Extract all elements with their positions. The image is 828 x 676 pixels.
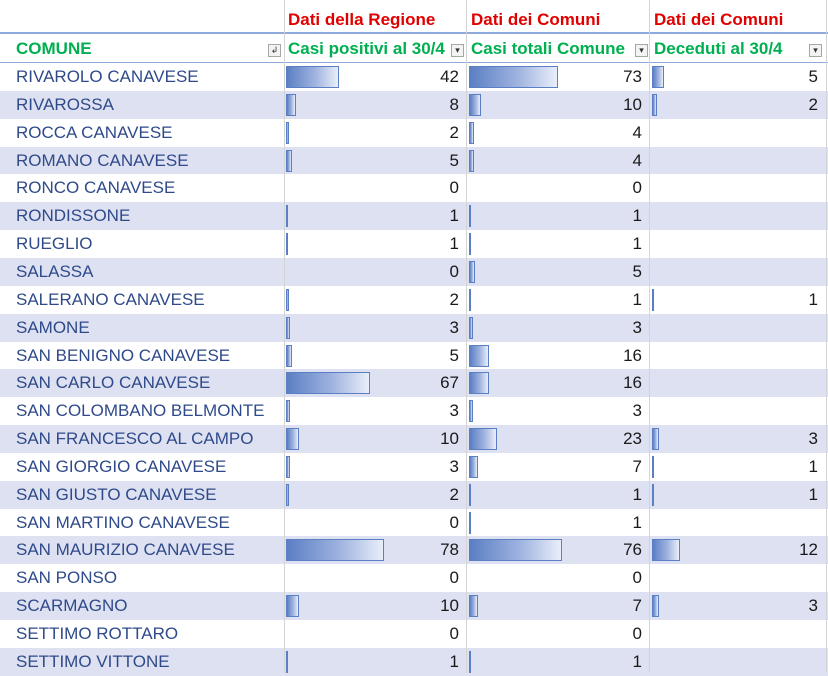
cell-totali[interactable]: 3 [632, 401, 642, 421]
cell-deceduti[interactable]: 5 [808, 67, 818, 86]
cell-comune[interactable]: SCARMAGNO [16, 596, 128, 616]
cell-comune[interactable]: SAN PONSO [16, 568, 118, 588]
cell-totali[interactable]: 0 [632, 624, 642, 643]
cell-deceduti[interactable] [650, 314, 826, 342]
table-row [0, 564, 828, 592]
cell-positivi[interactable]: 0 [449, 624, 459, 643]
cell-comune[interactable]: SAN COLOMBANO BELMONTE [16, 401, 265, 421]
header-top-comuni-2: Dati dei Comuni [654, 10, 784, 29]
table-row [0, 509, 828, 537]
column-header-deceduti[interactable]: Deceduti al 30/4 [654, 39, 783, 58]
cell-comune[interactable]: SAN MARTINO CANAVESE [16, 512, 230, 532]
cell-deceduti[interactable] [650, 648, 826, 676]
filter-dropdown-icon[interactable]: ▾ [451, 44, 464, 57]
cell-deceduti[interactable] [650, 258, 826, 286]
table-row [0, 425, 828, 453]
cell-totali[interactable]: 16 [623, 345, 642, 365]
cell-comune[interactable]: SALERANO CANAVESE [16, 289, 205, 309]
cell-totali[interactable]: 1 [632, 484, 642, 504]
table-row [0, 397, 828, 425]
cell-comune[interactable]: SAN MAURIZIO CANAVESE [16, 540, 235, 560]
cell-deceduti[interactable] [650, 342, 826, 370]
cell-deceduti[interactable] [650, 230, 826, 258]
cell-totali[interactable]: 1 [632, 651, 642, 671]
cell-totali[interactable]: 0 [632, 568, 642, 588]
table-row [0, 174, 828, 202]
cell-comune[interactable]: ROMANO CANAVESE [16, 150, 189, 170]
cell-comune[interactable]: SAMONE [16, 317, 90, 337]
table-row [0, 91, 828, 119]
table-row [0, 648, 828, 676]
cell-totali[interactable]: 5 [632, 261, 642, 281]
cell-positivi[interactable]: 78 [440, 540, 459, 560]
cell-totali[interactable]: 1 [632, 512, 642, 532]
cell-totali[interactable]: 7 [632, 456, 642, 476]
cell-deceduti[interactable]: 3 [808, 429, 818, 449]
table-row [0, 202, 828, 230]
cell-comune[interactable]: RUEGLIO [16, 234, 93, 254]
cell-positivi[interactable]: 1 [449, 206, 459, 226]
cell-deceduti[interactable] [650, 564, 826, 592]
column-header-comune[interactable]: COMUNE [16, 39, 92, 58]
table-row [0, 314, 828, 342]
column-header-casi-totali[interactable]: Casi totali Comune [471, 39, 625, 58]
cell-totali[interactable]: 10 [623, 94, 642, 114]
table-row [0, 119, 828, 147]
cell-positivi[interactable]: 5 [449, 345, 459, 365]
cell-deceduti[interactable] [650, 119, 826, 147]
cell-positivi[interactable]: 3 [449, 456, 459, 476]
cell-totali[interactable]: 0 [632, 178, 642, 198]
cell-deceduti[interactable] [650, 147, 826, 175]
cell-positivi[interactable]: 0 [449, 568, 459, 588]
cell-totali[interactable]: 4 [632, 150, 642, 170]
cell-deceduti[interactable] [650, 174, 826, 202]
cell-totali[interactable]: 16 [623, 373, 642, 393]
cell-comune[interactable]: SAN GIORGIO CANAVESE [16, 456, 227, 476]
cell-positivi[interactable]: 1 [449, 234, 459, 254]
header-top-regione: Dati della Regione [288, 10, 436, 29]
table-row [0, 286, 828, 314]
cell-deceduti[interactable]: 3 [808, 596, 818, 616]
cell-comune[interactable]: SAN CARLO CANAVESE [16, 373, 211, 393]
cell-comune[interactable]: SALASSA [16, 261, 94, 281]
table-row [0, 147, 828, 175]
cell-positivi[interactable]: 10 [440, 429, 459, 449]
cell-deceduti[interactable]: 1 [808, 456, 818, 476]
cell-deceduti[interactable] [650, 202, 826, 230]
cell-positivi[interactable]: 2 [449, 122, 459, 142]
cell-comune[interactable]: RONCO CANAVESE [16, 178, 176, 198]
filter-dropdown-icon[interactable]: ▾ [635, 44, 648, 57]
cell-positivi[interactable]: 5 [449, 150, 459, 170]
table-row [0, 369, 828, 397]
table-row [0, 592, 828, 620]
gridline [649, 0, 650, 673]
cell-positivi[interactable]: 3 [449, 401, 459, 421]
cell-deceduti[interactable] [650, 509, 826, 537]
filter-dropdown-icon[interactable]: ▾ [809, 44, 822, 57]
cell-comune[interactable]: SAN FRANCESCO AL CAMPO [16, 429, 254, 449]
cell-positivi[interactable]: 0 [449, 261, 459, 281]
cell-comune[interactable]: ROCCA CANAVESE [16, 122, 173, 142]
cell-comune[interactable]: SAN BENIGNO CANAVESE [16, 345, 231, 365]
header-top-comuni-1: Dati dei Comuni [471, 10, 601, 29]
cell-positivi[interactable]: 0 [449, 178, 459, 198]
cell-comune[interactable]: SETTIMO VITTONE [16, 651, 170, 671]
cell-totali[interactable]: 1 [632, 234, 642, 254]
cell-totali[interactable]: 76 [623, 540, 642, 560]
cell-positivi[interactable]: 8 [449, 94, 459, 114]
cell-positivi[interactable]: 2 [449, 484, 459, 504]
table-row [0, 230, 828, 258]
cell-totali[interactable]: 4 [632, 122, 642, 142]
cell-comune[interactable]: RIVAROSSA [16, 94, 114, 114]
cell-comune[interactable]: SETTIMO ROTTARO [16, 624, 179, 643]
cell-deceduti[interactable]: 12 [799, 540, 818, 560]
table-row [0, 536, 828, 564]
cell-positivi[interactable]: 3 [449, 317, 459, 337]
cell-comune[interactable]: SAN GIUSTO CANAVESE [16, 484, 217, 504]
cell-positivi[interactable]: 67 [440, 373, 459, 393]
cell-positivi[interactable]: 10 [440, 596, 459, 616]
cell-totali[interactable]: 7 [632, 596, 642, 616]
table-row [0, 63, 828, 91]
cell-positivi[interactable]: 2 [449, 289, 459, 309]
cell-positivi[interactable]: 0 [449, 512, 459, 532]
cell-deceduti[interactable]: 1 [808, 289, 818, 309]
table-row [0, 481, 828, 509]
table-row [0, 342, 828, 370]
cell-deceduti[interactable] [650, 620, 826, 648]
cell-totali[interactable]: 73 [623, 67, 642, 86]
cell-deceduti[interactable]: 2 [808, 94, 818, 114]
cell-deceduti[interactable] [650, 369, 826, 397]
filter-sort-icon[interactable]: ↲ [268, 44, 281, 57]
cell-positivi[interactable]: 1 [449, 651, 459, 671]
cell-totali[interactable]: 1 [632, 289, 642, 309]
cell-totali[interactable]: 1 [632, 206, 642, 226]
cell-comune[interactable]: RONDISSONE [16, 206, 131, 226]
cell-totali[interactable]: 3 [632, 317, 642, 337]
table-row [0, 620, 828, 648]
column-header-casi-positivi[interactable]: Casi positivi al 30/4 [288, 39, 445, 58]
gridline [826, 0, 827, 673]
cell-deceduti[interactable] [650, 397, 826, 425]
gridline [466, 0, 467, 673]
cell-comune[interactable]: RIVAROLO CANAVESE [16, 67, 199, 86]
gridline [284, 0, 285, 673]
cell-deceduti[interactable]: 1 [808, 484, 818, 504]
cell-totali[interactable]: 23 [623, 429, 642, 449]
table-row [0, 258, 828, 286]
table-row [0, 453, 828, 481]
cell-positivi[interactable]: 42 [440, 67, 459, 86]
